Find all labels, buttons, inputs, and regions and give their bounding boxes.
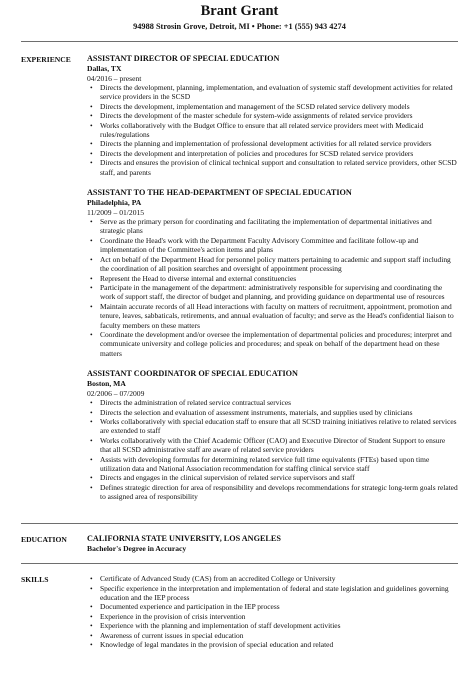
job-title: ASSISTANT DIRECTOR OF SPECIAL EDUCATION — [87, 54, 280, 63]
bullet-item: • Directs the administration of related service contractual services — [100, 398, 458, 407]
job-location: Boston, MA — [87, 379, 126, 389]
skill-item: • Experience in the provision of crisis intervention — [100, 612, 458, 621]
job-bullets — [87, 83, 458, 177]
bullet-item: • Directs and ensures the provision of clinical technical support and consultation to related service providers, other SCSD staff, and parents — [100, 158, 458, 177]
job-dates: 11/2009 – 01/2015 — [87, 207, 145, 217]
bullet-item: • Works collaboratively with special education staff to ensure that all SCSD training initiatives relative to related services are extended to staff — [100, 417, 458, 436]
job-dates: 02/2006 – 07/2009 — [87, 388, 145, 398]
section-divider — [21, 563, 458, 564]
job-entry — [87, 54, 458, 177]
job-bullets — [87, 217, 458, 358]
resume-header — [21, 0, 458, 32]
bullet-item: • Coordinate the development and/or oversee the implementation of departmental policies and procedures; interpret and communicate university and college policies and procedures; and speak on behalf of the department head on these matters — [100, 330, 458, 358]
bullet-item: • Serve as the primary person for coordinating and facilitating the implementation of departmental initiatives and strategic plans — [100, 217, 458, 236]
education-section — [21, 534, 458, 554]
section-divider — [21, 523, 458, 524]
job-title: ASSISTANT COORDINATOR OF SPECIAL EDUCATION — [87, 369, 298, 379]
bullet-item: • Directs the selection and evaluation of assessment instruments, materials, and supplies used by clinicians — [100, 408, 458, 417]
section-label-experience: EXPERIENCE — [21, 55, 71, 64]
skill-item: • Specific experience in the interpretation and implementation of federal and state legislation and guidelines governing education and the IEP process — [100, 584, 458, 603]
bullet-item: • Directs the development, planning, implementation, and evaluation of systemic staff development activities for related service providers in the SCSD — [100, 83, 458, 102]
header-divider — [21, 41, 458, 42]
job-location: Dallas, TX — [87, 64, 122, 73]
school-name: CALIFORNIA STATE UNIVERSITY, LOS ANGELES — [87, 533, 281, 543]
skill-item: • Awareness of current issues in special education — [100, 631, 458, 640]
bullet-item: • Participate in the management of the department: administratively responsible for supervising and coordinating the work of support staff, the director of budget and planning, and providing guidance on departmental use of resources — [100, 283, 458, 302]
job-title: ASSISTANT TO THE HEAD-DEPARTMENT OF SPECIAL EDUCATION — [87, 188, 352, 198]
bullet-item: • Directs the development and interpretation of policies and procedures for SCSD related service providers — [100, 149, 458, 158]
bullet-item: • Works collaboratively with the Chief Academic Officer (CAO) and Executive Director of Student Support to ensure that all SCSD administrative staff are aware of related service providers — [100, 436, 458, 455]
skills-list — [87, 574, 458, 649]
bullet-item: • Assists with developing formulas for determining related service full time equivalents (FTEs) based upon time utilization data and National Association recommendation for staffing clinical service staff — [100, 455, 458, 474]
experience-section — [21, 54, 458, 513]
experience-list — [87, 54, 458, 513]
skill-item: • Documented experience and participation in the IEP process — [100, 602, 458, 611]
bullet-item: • Directs the development, implementation and management of the SCSD related service delivery models — [100, 102, 458, 111]
contact-line: 94988 Strosin Grove, Detroit, MI • Phone: +1 (555) 943 4274 — [133, 22, 346, 31]
bullet-item: • Works collaboratively with the Budget Office to ensure that all related service providers meet with Medicaid rules/regulations — [100, 121, 458, 140]
bullet-item: • Directs the planning and implementation of professional development activities for all related service providers — [100, 139, 458, 148]
candidate-name: Brant Grant — [200, 3, 279, 19]
section-label-skills: SKILLS — [21, 575, 49, 585]
degree-name: Bachelor's Degree in Accuracy — [87, 543, 187, 553]
skills-section — [21, 574, 458, 649]
bullet-item: • Act on behalf of the Department Head for personnel policy matters pertaining to academic and support staff including the coordination of all position searches and oversight of appointment processing — [100, 255, 458, 274]
job-entry — [87, 369, 458, 501]
job-entry — [87, 188, 458, 358]
section-label-education: EDUCATION — [21, 534, 67, 544]
bullet-item: • Directs and engages in the clinical supervision of related service supervisors and staff — [100, 473, 458, 482]
bullet-item: • Represent the Head to diverse internal and external constituencies — [100, 274, 458, 283]
skill-item: • Knowledge of legal mandates in the provision of special education and related — [100, 640, 458, 649]
skill-item: • Certificate of Advanced Study (CAS) from an accredited College or University — [100, 574, 458, 583]
bullet-item: • Coordinate the Head's work with the Department Faculty Advisory Committee and facilitate follow-up and implementation of the Committee's action items and plans — [100, 236, 458, 255]
bullet-item: • Defines strategic direction for area of responsibility and develops recommendations for strategic long-term goals related to assigned area of responsibility — [100, 483, 458, 502]
bullet-item: • Maintain accurate records of all Head interactions with faculty on matters of recruitment, appointment, promotion and tenure, leaves, sabbaticals, retirements, and annual evaluation of faculty; and serve as the Head's confidential liaison to faculty members on these matters — [100, 302, 458, 330]
job-location: Philadelphia, PA — [87, 198, 142, 208]
job-bullets — [87, 398, 458, 501]
bullet-item: • Directs the development of the master schedule for system-wide assignments of related service providers — [100, 111, 458, 120]
skill-item: • Experience with the planning and implementation of staff development activities — [100, 621, 458, 630]
job-dates: 04/2016 – present — [87, 73, 142, 83]
